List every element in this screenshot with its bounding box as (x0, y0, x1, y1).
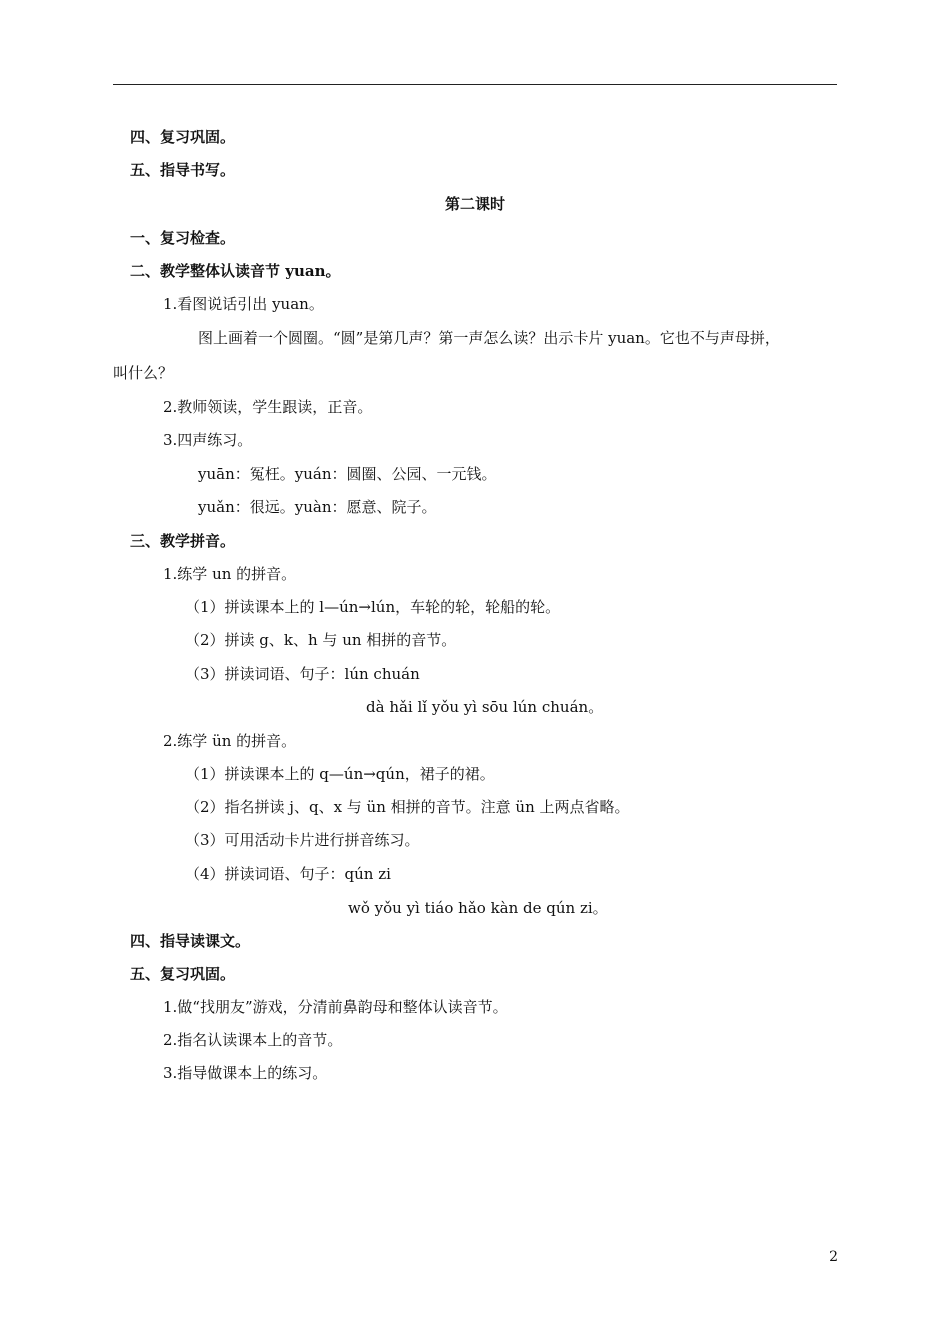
page-number: 2 (829, 1249, 838, 1265)
section-heading: 二、教学整体认读音节 yuan。 (130, 262, 341, 280)
section-heading: 三、教学拼音。 (130, 532, 236, 550)
paragraph-line: 3.指导做课本上的练习。 (163, 1064, 328, 1082)
section-heading: 五、指导书写。 (130, 161, 236, 179)
paragraph-line: （1）拼读课本上的 q—ún→qún，裙子的裙。 (185, 765, 495, 783)
pinyin-sentence: wǒ yǒu yì tiáo hǎo kàn de qún zi。 (348, 899, 608, 917)
paragraph-line: （2）拼读 g、k、h 与 un 相拼的音节。 (185, 631, 457, 649)
paragraph-line: yuān：冤枉。yuán：圆圈、公园、一元钱。 (198, 465, 497, 483)
paragraph-line: 2.教师领读，学生跟读，正音。 (163, 398, 373, 416)
paragraph-line: 1.练学 un 的拼音。 (163, 565, 297, 583)
section-heading: 五、复习巩固。 (130, 965, 236, 983)
paragraph-line: 2.练学 ün 的拼音。 (163, 732, 297, 750)
lesson-title: 第二课时 (444, 195, 505, 213)
paragraph-line: yuǎn：很远。yuàn：愿意、院子。 (198, 498, 437, 516)
header-rule (113, 84, 837, 85)
paragraph-line: 3.四声练习。 (163, 431, 253, 449)
paragraph-line: 1.看图说话引出 yuan。 (163, 295, 324, 313)
paragraph-line: （3）可用活动卡片进行拼音练习。 (185, 831, 420, 849)
paragraph-line: （4）拼读词语、句子：qún zi (185, 865, 391, 883)
section-heading: 四、指导读课文。 (130, 932, 251, 950)
pinyin-sentence: dà hǎi lǐ yǒu yì sōu lún chuán。 (366, 698, 604, 716)
paragraph-line: 图上画着一个圆圈。“圆”是第几声？第一声怎么读？出示卡片 yuan。它也不与声母拼， (198, 329, 780, 347)
section-heading: 一、复习检查。 (130, 229, 236, 247)
paragraph-line: 1.做“找朋友”游戏，分清前鼻韵母和整体认读音节。 (163, 998, 508, 1016)
paragraph-line: （3）拼读词语、句子：lún chuán (185, 665, 420, 683)
paragraph-line: 2.指名认读课本上的音节。 (163, 1031, 343, 1049)
paragraph-line: 叫什么？ (113, 364, 174, 382)
section-heading: 四、复习巩固。 (130, 128, 236, 146)
paragraph-line: （1）拼读课本上的 l—ún→lún，车轮的轮，轮船的轮。 (185, 598, 561, 616)
paragraph-line: （2）指名拼读 j、q、x 与 ün 相拼的音节。注意 ün 上两点省略。 (185, 798, 630, 816)
